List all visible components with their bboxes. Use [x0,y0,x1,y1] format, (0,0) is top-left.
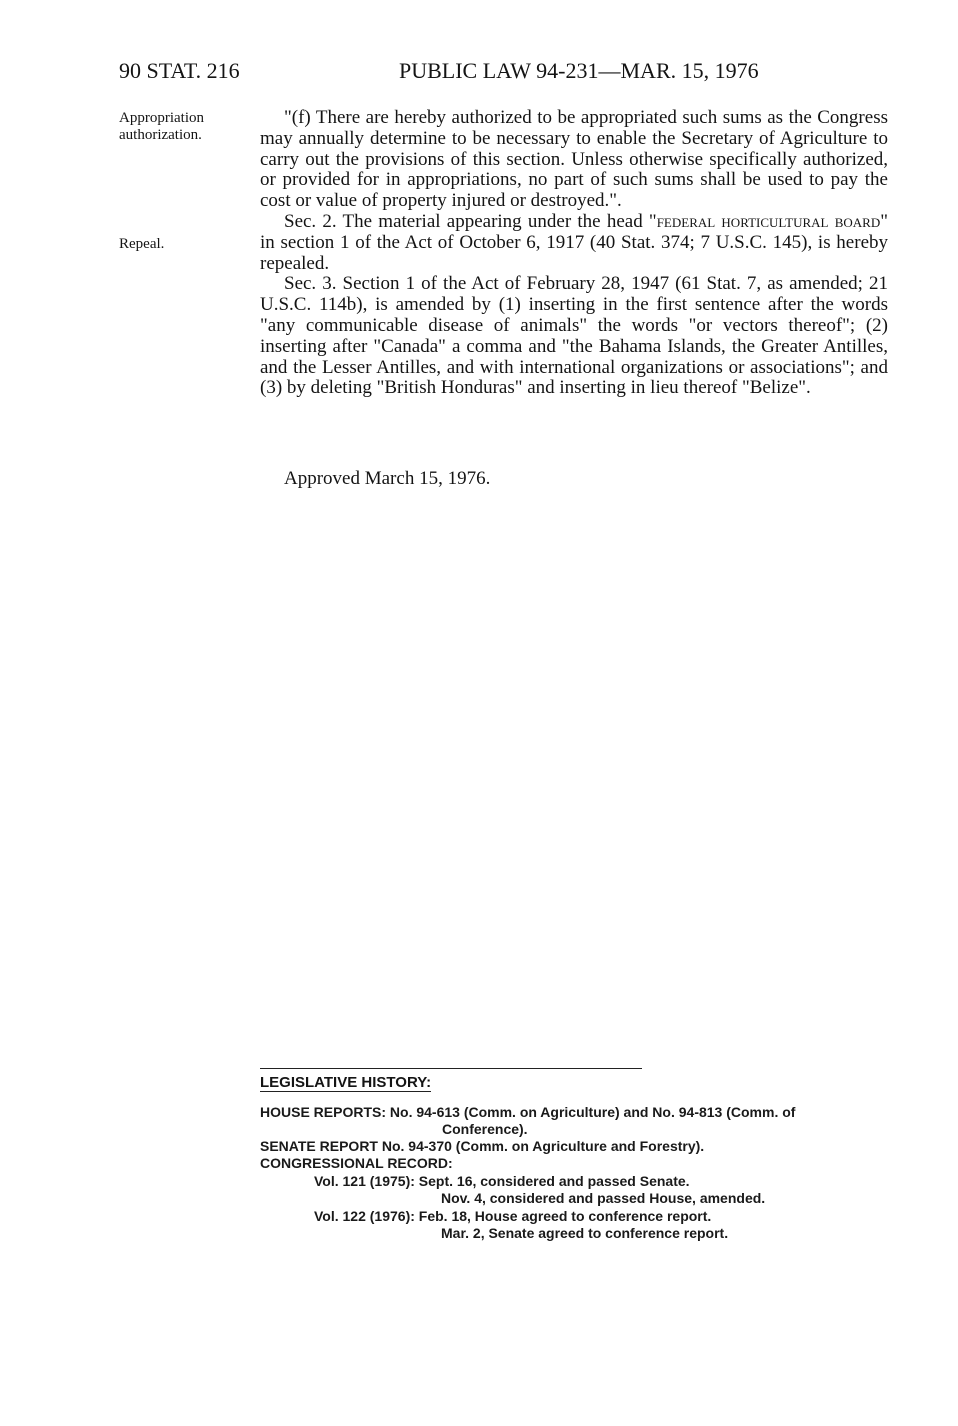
divider [260,1068,642,1069]
section-2-text-a: Sec. 2. The material appearing under the head " [284,210,657,232]
record-vol-121-b: Nov. 4, considered and passed House, amended. [441,1190,766,1206]
record-vol-122: Vol. 122 (1976): Feb. 18, House agreed to conference report. [314,1208,712,1224]
page-header [119,58,879,90]
public-law-title: PUBLIC LAW 94-231—MAR. 15, 1976 [399,58,759,83]
approval-date: Approved March 15, 1976. [284,468,491,489]
congressional-record: CONGRESSIONAL RECORD: [260,1155,453,1171]
section-2-text-b: " in section 1 of the Act of October 6, 1917 (40 Stat. 374; 7 U.S.C. 145), is hereby repealed. [260,210,888,274]
stat-citation: 90 STAT. 216 [119,58,240,83]
section-body [260,108,888,399]
house-reports: HOUSE REPORTS: No. 94-613 (Comm. on Agriculture) and No. 94-813 (Comm. of [260,1104,796,1120]
record-vol-122-b: Mar. 2, Senate agreed to conference report. [441,1225,729,1241]
paragraph-f: "(f) There are hereby authorized to be appropriated such sums as the Congress may annually determine to be necessary to enable the Secretary of Agriculture to carry out the provisions of this section. Unless otherwise specifically authorized, or provided for in appropriations, no part of such sums shall be used to pay the cost or value of property injured or destroyed.". [260,107,888,212]
section-2 [260,212,888,274]
senate-report: SENATE REPORT No. 94-370 (Comm. on Agriculture and Forestry). [260,1138,705,1154]
house-reports-cont: Conference). [442,1121,528,1137]
record-vol-121: Vol. 121 (1975): Sept. 16, considered and passed Senate. [314,1173,690,1189]
margin-note-appropriation: Appropriation authorization. [119,110,204,143]
section-2-heading: federal horticultural board [656,210,881,232]
margin-note-repeal: Repeal. [119,236,165,252]
legislative-history-title: LEGISLATIVE HISTORY: [260,1074,432,1091]
section-3: Sec. 3. Section 1 of the Act of February 28, 1947 (61 Stat. 7, as amended; 21 U.S.C. 114b), is amended by (1) inserting in the first sentence after the words "any communicable disease of animals" the words "or vectors thereof"; (2) inserting after "Canada" a comma and "the Bahama Islands, the Greater Antilles, and the Lesser Antilles, and with international organizations or associations"; and (3) by deleting "British Honduras" and inserting in lieu thereof "Belize". [260,273,888,399]
